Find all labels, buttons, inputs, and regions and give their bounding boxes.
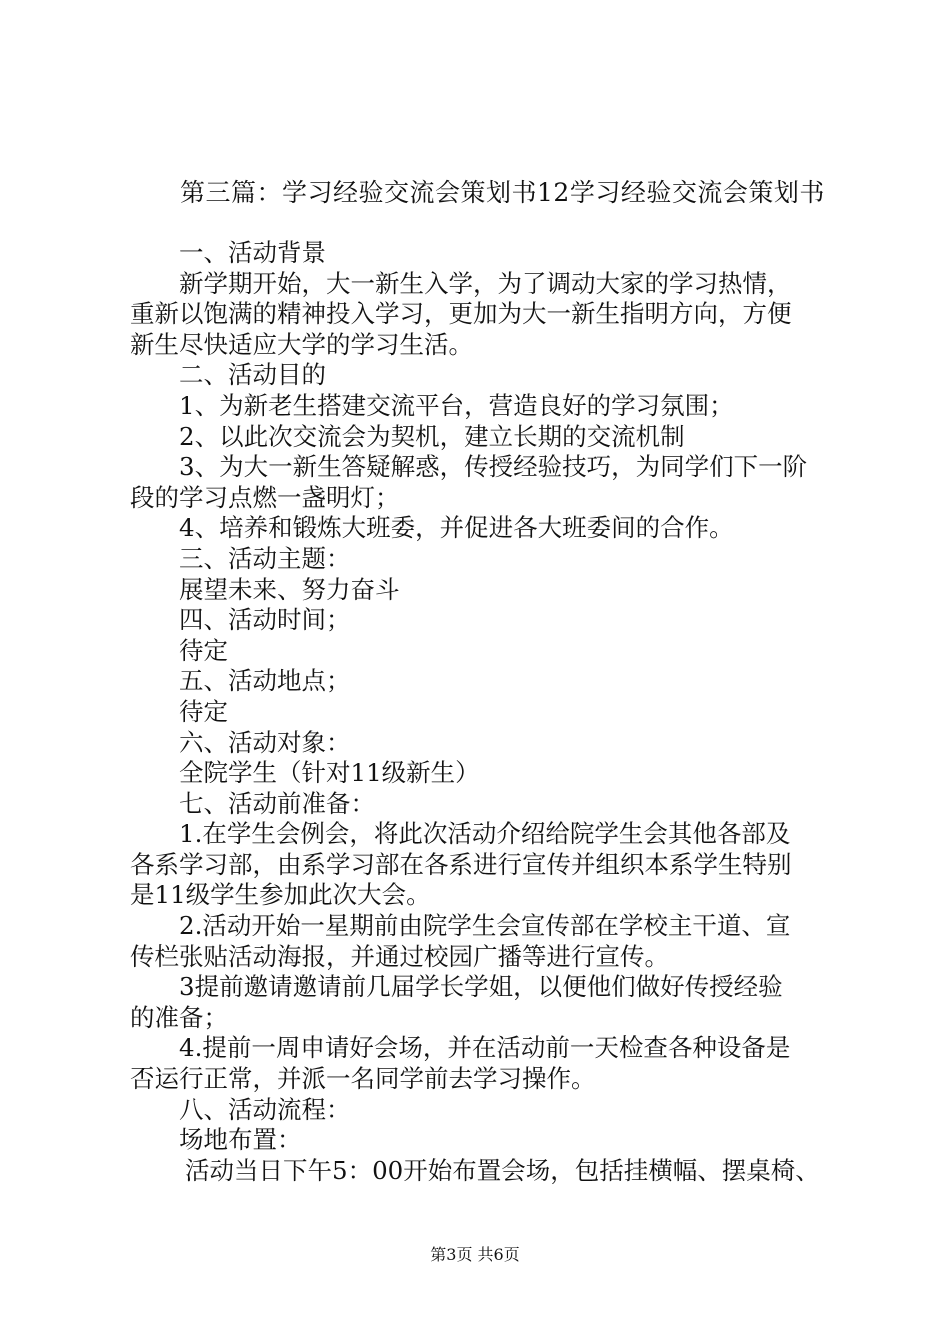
section-heading-process: 八、活动流程：: [179, 1094, 351, 1124]
paragraph-line: 段的学习点燃一盏明灯；: [130, 482, 400, 512]
paragraph-line: 全院学生（针对11级新生）: [179, 758, 480, 788]
list-item: 3提前邀请邀请前几届学长学姐，以便他们做好传授经验: [179, 972, 783, 1002]
section-heading-preparation: 七、活动前准备：: [179, 788, 375, 818]
page-number-footer: 第3页 共6页: [430, 1245, 520, 1264]
section-heading-time: 四、活动时间；: [179, 605, 351, 635]
section-heading-theme: 三、活动主题：: [179, 543, 351, 573]
list-item: 4.提前一周申请好会场，并在活动前一天检查各种设备是: [179, 1033, 791, 1063]
section-heading-purpose: 二、活动目的: [179, 360, 326, 390]
paragraph-line: 重新以饱满的精神投入学习，更加为大一新生指明方向，方便: [130, 299, 792, 329]
list-item: 3、为大一新生答疑解惑，传授经验技巧，为同学们下一阶: [179, 452, 808, 482]
list-item: 1.在学生会例会，将此次活动介绍给院学生会其他各部及: [179, 819, 791, 849]
document-title: 第三篇：学习经验交流会策划书12学习经验交流会策划书: [180, 178, 825, 207]
paragraph-line: 待定: [179, 696, 228, 726]
section-heading-location: 五、活动地点；: [179, 666, 351, 696]
paragraph-line: 活动当日下午5：00开始布置会场，包括挂横幅、摆桌椅、: [185, 1155, 820, 1185]
section-heading-audience: 六、活动对象：: [179, 727, 351, 757]
paragraph-line: 各系学习部，由系学习部在各系进行宣传并组织本系学生特别: [130, 849, 792, 879]
paragraph-line: 新生尽快适应大学的学习生活。: [130, 329, 473, 359]
paragraph-line: 传栏张贴活动海报，并通过校园广播等进行宣传。: [130, 941, 669, 971]
list-item: 2、以此次交流会为契机，建立长期的交流机制: [179, 421, 685, 451]
list-item: 2.活动开始一星期前由院学生会宣传部在学校主干道、宣: [179, 911, 791, 941]
paragraph-line: 新学期开始，大一新生入学，为了调动大家的学习热情，: [179, 268, 792, 298]
document-body: [130, 238, 840, 1186]
paragraph-line: 展望未来、努力奋斗: [179, 574, 400, 604]
paragraph-line: 否运行正常，并派一名同学前去学习操作。: [130, 1064, 596, 1094]
section-heading-background: 一、活动背景: [179, 238, 326, 267]
list-item: 1、为新老生搭建交流平台，营造良好的学习氛围；: [179, 390, 734, 420]
paragraph-line: 场地布置：: [179, 1125, 302, 1155]
paragraph-line: 的准备；: [130, 1002, 228, 1032]
paragraph-line: 是11级学生参加此次大会。: [130, 880, 431, 910]
paragraph-line: 待定: [179, 635, 228, 665]
list-item: 4、培养和锻炼大班委，并促进各大班委间的合作。: [179, 513, 734, 543]
